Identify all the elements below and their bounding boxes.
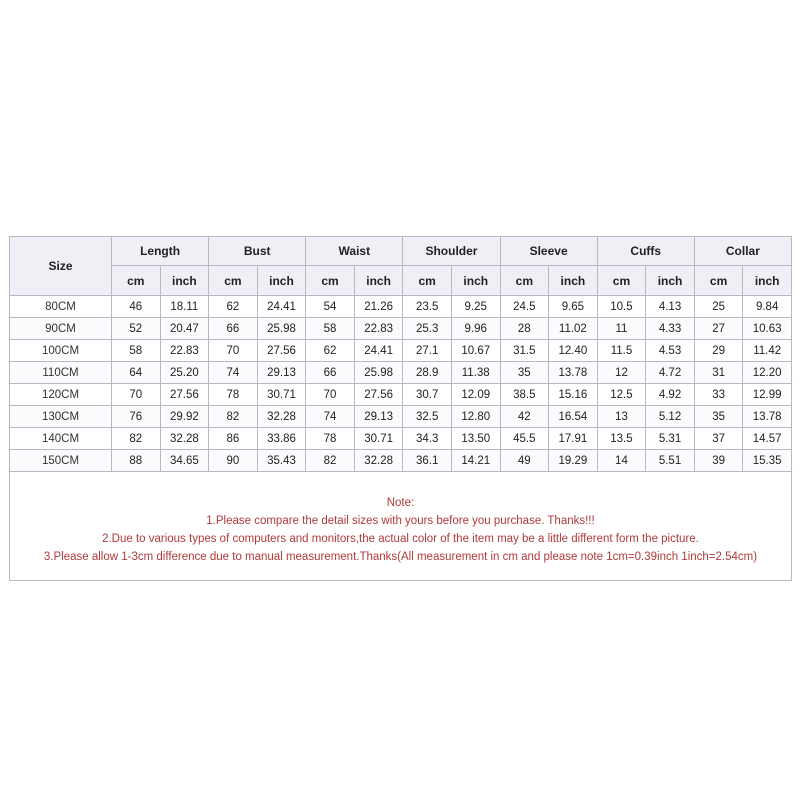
column-group-length: Length [112,237,209,266]
size-cell: 150CM [10,450,112,472]
table-cell: 30.71 [354,428,403,450]
table-cell: 30.71 [257,384,306,406]
table-cell: 36.1 [403,450,452,472]
note-line-1: 1.Please compare the detail sizes with yours before you purchase. Thanks!!! [206,515,595,527]
column-group-sleeve: Sleeve [500,237,597,266]
table-cell: 32.28 [354,450,403,472]
table-cell: 11.5 [597,340,646,362]
table-cell: 74 [306,406,355,428]
size-cell: 110CM [10,362,112,384]
table-cell: 27.1 [403,340,452,362]
table-cell: 14 [597,450,646,472]
table-cell: 58 [306,318,355,340]
column-group-shoulder: Shoulder [403,237,500,266]
table-cell: 11.42 [743,340,792,362]
table-cell: 14.21 [451,450,500,472]
table-cell: 58 [112,340,161,362]
table-cell: 82 [112,428,161,450]
table-cell: 29.13 [257,362,306,384]
table-cell: 19.29 [549,450,598,472]
length-cm-header: cm [112,266,161,296]
table-cell: 12 [597,362,646,384]
table-row [10,296,792,318]
table-cell: 54 [306,296,355,318]
table-cell: 18.11 [160,296,209,318]
table-cell: 4.13 [646,296,695,318]
table-cell: 14.57 [743,428,792,450]
table-body [10,296,792,581]
table-cell: 46 [112,296,161,318]
table-cell: 20.47 [160,318,209,340]
bust-cm-header: cm [209,266,258,296]
table-cell: 11 [597,318,646,340]
table-cell: 37 [694,428,743,450]
table-cell: 10.63 [743,318,792,340]
cuffs-cm-header: cm [597,266,646,296]
table-cell: 4.72 [646,362,695,384]
table-cell: 24.5 [500,296,549,318]
table-cell: 12.80 [451,406,500,428]
table-cell: 82 [209,406,258,428]
table-cell: 22.83 [354,318,403,340]
size-cell: 130CM [10,406,112,428]
waist-cm-header: cm [306,266,355,296]
collar-cm-header: cm [694,266,743,296]
table-cell: 90 [209,450,258,472]
table-cell: 74 [209,362,258,384]
table-cell: 4.53 [646,340,695,362]
size-cell: 120CM [10,384,112,406]
table-cell: 32.28 [160,428,209,450]
table-cell: 39 [694,450,743,472]
column-group-waist: Waist [306,237,403,266]
table-cell: 27 [694,318,743,340]
sleeve-cm-header: cm [500,266,549,296]
table-cell: 35 [500,362,549,384]
table-cell: 33 [694,384,743,406]
table-cell: 27.56 [160,384,209,406]
table-cell: 15.16 [549,384,598,406]
table-cell: 25.98 [257,318,306,340]
table-cell: 78 [306,428,355,450]
table-cell: 45.5 [500,428,549,450]
note-line-2: 2.Due to various types of computers and monitors,the actual color of the item may be a little different form the picture. [102,533,699,545]
table-cell: 12.20 [743,362,792,384]
table-cell: 28 [500,318,549,340]
table-cell: 10.67 [451,340,500,362]
table-cell: 9.25 [451,296,500,318]
table-cell: 25.98 [354,362,403,384]
table-cell: 86 [209,428,258,450]
table-cell: 49 [500,450,549,472]
table-cell: 88 [112,450,161,472]
table-cell: 27.56 [257,340,306,362]
table-cell: 9.96 [451,318,500,340]
length-inch-header: inch [160,266,209,296]
table-row [10,384,792,406]
table-row [10,450,792,472]
table-cell: 5.12 [646,406,695,428]
table-cell: 31 [694,362,743,384]
table-cell: 11.38 [451,362,500,384]
table-cell: 24.41 [354,340,403,362]
table-cell: 24.41 [257,296,306,318]
table-cell: 12.40 [549,340,598,362]
sleeve-inch-header: inch [549,266,598,296]
size-cell: 100CM [10,340,112,362]
table-cell: 25.20 [160,362,209,384]
table-cell: 52 [112,318,161,340]
table-cell: 5.51 [646,450,695,472]
table-cell: 12.09 [451,384,500,406]
column-group-bust: Bust [209,237,306,266]
table-row [10,318,792,340]
table-cell: 34.3 [403,428,452,450]
size-cell: 140CM [10,428,112,450]
table-cell: 13.50 [451,428,500,450]
table-cell: 66 [209,318,258,340]
table-cell: 27.56 [354,384,403,406]
table-row [10,340,792,362]
table-cell: 29 [694,340,743,362]
table-cell: 78 [209,384,258,406]
table-cell: 25 [694,296,743,318]
table-cell: 76 [112,406,161,428]
table-cell: 62 [209,296,258,318]
table-cell: 9.84 [743,296,792,318]
size-chart-table [9,236,792,581]
table-cell: 32.28 [257,406,306,428]
table-cell: 29.13 [354,406,403,428]
table-cell: 9.65 [549,296,598,318]
shoulder-cm-header: cm [403,266,452,296]
table-cell: 30.7 [403,384,452,406]
table-cell: 4.92 [646,384,695,406]
table-cell: 33.86 [257,428,306,450]
unit-header-row [10,266,792,296]
table-cell: 70 [306,384,355,406]
note-title: Note: [386,497,415,509]
table-cell: 64 [112,362,161,384]
table-cell: 25.3 [403,318,452,340]
table-cell: 12.99 [743,384,792,406]
table-cell: 62 [306,340,355,362]
table-cell: 17.91 [549,428,598,450]
note-line-3: 3.Please allow 1-3cm difference due to manual measurement.Thanks(All measurement in cm and please note 1cm=0.39inch 1inch=2.54cm) [43,551,758,563]
shoulder-inch-header: inch [451,266,500,296]
table-row [10,428,792,450]
column-group-collar: Collar [694,237,791,266]
table-cell: 29.92 [160,406,209,428]
collar-inch-header: inch [743,266,792,296]
note-row [10,472,792,581]
table-row [10,406,792,428]
table-cell: 21.26 [354,296,403,318]
table-cell: 34.65 [160,450,209,472]
column-group-cuffs: Cuffs [597,237,694,266]
note-cell [10,472,792,581]
table-cell: 82 [306,450,355,472]
table-cell: 70 [112,384,161,406]
table-cell: 28.9 [403,362,452,384]
size-column-header: Size [10,237,112,296]
table-cell: 35 [694,406,743,428]
table-cell: 16.54 [549,406,598,428]
table-cell: 35.43 [257,450,306,472]
table-cell: 42 [500,406,549,428]
waist-inch-header: inch [354,266,403,296]
table-row [10,362,792,384]
table-cell: 10.5 [597,296,646,318]
table-cell: 32.5 [403,406,452,428]
bust-inch-header: inch [257,266,306,296]
table-cell: 5.31 [646,428,695,450]
table-cell: 11.02 [549,318,598,340]
table-cell: 70 [209,340,258,362]
table-header-row [10,237,792,266]
table-cell: 4.33 [646,318,695,340]
size-cell: 80CM [10,296,112,318]
table-cell: 13.78 [743,406,792,428]
size-cell: 90CM [10,318,112,340]
table-cell: 23.5 [403,296,452,318]
table-cell: 31.5 [500,340,549,362]
table-cell: 66 [306,362,355,384]
table-cell: 38.5 [500,384,549,406]
table-cell: 13.78 [549,362,598,384]
table-cell: 13.5 [597,428,646,450]
table-cell: 22.83 [160,340,209,362]
cuffs-inch-header: inch [646,266,695,296]
table-cell: 13 [597,406,646,428]
table-cell: 15.35 [743,450,792,472]
table-cell: 12.5 [597,384,646,406]
